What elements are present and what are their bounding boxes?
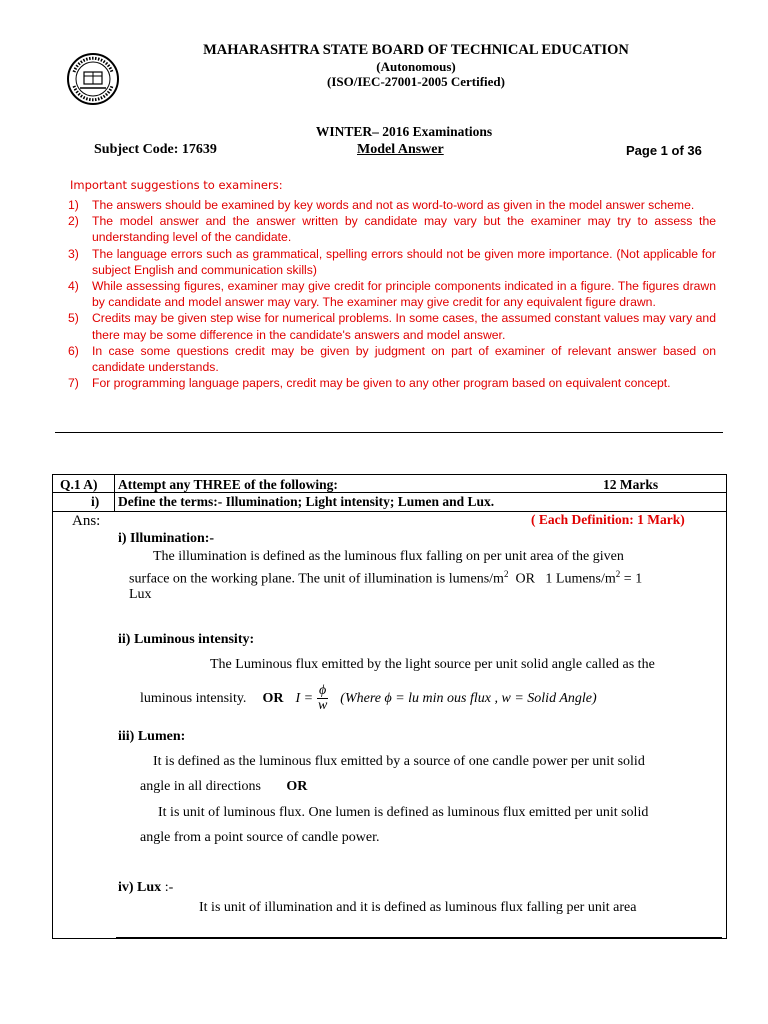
lux-title: iv) Lux xyxy=(118,880,162,895)
item-text: The answers should be examined by key words and not as word-to-word as given in the model answer scheme. xyxy=(92,198,695,212)
text-segment: angle in all directions xyxy=(140,779,261,794)
luminous-intensity-heading: ii) Luminous intensity: xyxy=(118,632,255,647)
answer-label: Ans: xyxy=(72,513,101,529)
luminous-intensity-line2 xyxy=(140,684,597,713)
formula-fraction xyxy=(317,684,328,713)
item-text: The language errors such as grammatical, spelling errors should not be given more importance. (Not applicable for subject English and communication skills) xyxy=(92,246,716,277)
item-number: 7) xyxy=(68,376,79,391)
formula-lhs: I = xyxy=(295,690,314,706)
table-divider xyxy=(114,474,115,512)
luminous-intensity-line1: The Luminous flux emitted by the light source per unit solid angle called as the xyxy=(210,657,655,672)
question-instruction: Attempt any THREE of the following: xyxy=(118,477,338,492)
item-text: In case some questions credit may be given by judgment on part of examiner of relevant answer based on candidate understands. xyxy=(92,343,716,375)
item-text: While assessing figures, examiner may give credit for principle components indicated in a figure. The figures drawn by candidate and model answer may vary. The examiner may give credit for any equivalent figure drawn. xyxy=(92,279,716,310)
illumination-text-line1: The illumination is defined as the luminous flux falling on per unit area of the given xyxy=(153,549,624,564)
exam-title: WINTER– 2016 Examinations xyxy=(315,124,493,139)
org-autonomous: (Autonomous) xyxy=(376,59,456,74)
list-item xyxy=(68,197,716,213)
lumen-line1: It is defined as the luminous flux emitted by a source of one candle power per unit solid xyxy=(153,754,645,769)
lux-line1: It is unit of illumination and it is defined as luminous flux falling per unit area xyxy=(199,900,637,915)
list-item xyxy=(68,375,716,391)
item-number: 5) xyxy=(68,311,79,326)
divider xyxy=(116,937,722,938)
item-text: The model answer and the answer written by candidate may vary but the examiner may try to assess the understanding level of the candidate. xyxy=(92,214,716,245)
suggestions-list xyxy=(68,197,716,391)
lux-heading xyxy=(118,880,173,896)
or-label: OR xyxy=(286,779,308,794)
suggestions-title: Important suggestions to examiners: xyxy=(70,178,283,192)
item-text: Credits may be given step wise for numerical problems. In some cases, the assumed constant values may vary and there may be some difference in the candidate's answers and model answer. xyxy=(92,311,716,342)
page-number: Page 1 of 36 xyxy=(626,143,702,158)
sub-question-number: i) xyxy=(91,494,100,509)
item-text: For programming language papers, credit may be given to any other program based on equivalent concept. xyxy=(92,376,671,391)
question-number: Q.1 A) xyxy=(60,477,98,492)
model-answer-title: Model Answer xyxy=(357,142,444,157)
fraction-numerator: ϕ xyxy=(319,683,327,698)
illumination-text-line3: Lux xyxy=(129,587,152,602)
list-item xyxy=(68,310,716,342)
superscript: 2 xyxy=(615,569,621,579)
list-item xyxy=(68,278,716,310)
text-segment: surface on the working plane. The unit of illumination is lumens/m xyxy=(129,571,504,587)
lumen-line2 xyxy=(140,779,307,795)
text-segment: 1 Lumens/m xyxy=(545,571,616,587)
item-number: 2) xyxy=(68,214,79,229)
illumination-text-line2 xyxy=(129,569,642,588)
illumination-heading: i) Illumination:- xyxy=(118,531,215,546)
item-number: 3) xyxy=(68,246,79,261)
list-item xyxy=(68,343,716,375)
or-label: OR xyxy=(262,690,284,706)
text-segment: luminous intensity. xyxy=(140,690,247,706)
list-item xyxy=(68,246,716,278)
org-title: MAHARASHTRA STATE BOARD OF TECHNICAL EDUCATION xyxy=(203,42,629,58)
item-number: 4) xyxy=(68,279,79,294)
lux-separator: :- xyxy=(164,880,174,895)
subject-code: Subject Code: 17639 xyxy=(94,142,217,157)
text-segment: OR xyxy=(515,571,535,587)
org-certified: (ISO/IEC-27001-2005 Certified) xyxy=(326,74,505,89)
formula-where: (Where ϕ = lu min ous flux , w = Solid Angle) xyxy=(340,690,597,706)
sub-question-text: Define the terms:- Illumination; Light intensity; Lumen and Lux. xyxy=(118,494,495,509)
question-marks: 12 Marks xyxy=(603,477,659,492)
fraction-denominator: w xyxy=(318,698,328,713)
item-number: 1) xyxy=(68,198,79,212)
marking-scheme: ( Each Definition: 1 Mark) xyxy=(531,512,685,527)
item-number: 6) xyxy=(68,343,79,358)
text-segment: = 1 xyxy=(623,571,643,587)
divider xyxy=(55,432,723,433)
lumen-line4: angle from a point source of candle power. xyxy=(140,830,380,845)
lumen-line3: It is unit of luminous flux. One lumen is defined as luminous flux emitted per unit solid xyxy=(158,805,649,820)
superscript: 2 xyxy=(503,569,509,579)
lumen-heading: iii) Lumen: xyxy=(118,729,186,744)
list-item xyxy=(68,213,716,245)
